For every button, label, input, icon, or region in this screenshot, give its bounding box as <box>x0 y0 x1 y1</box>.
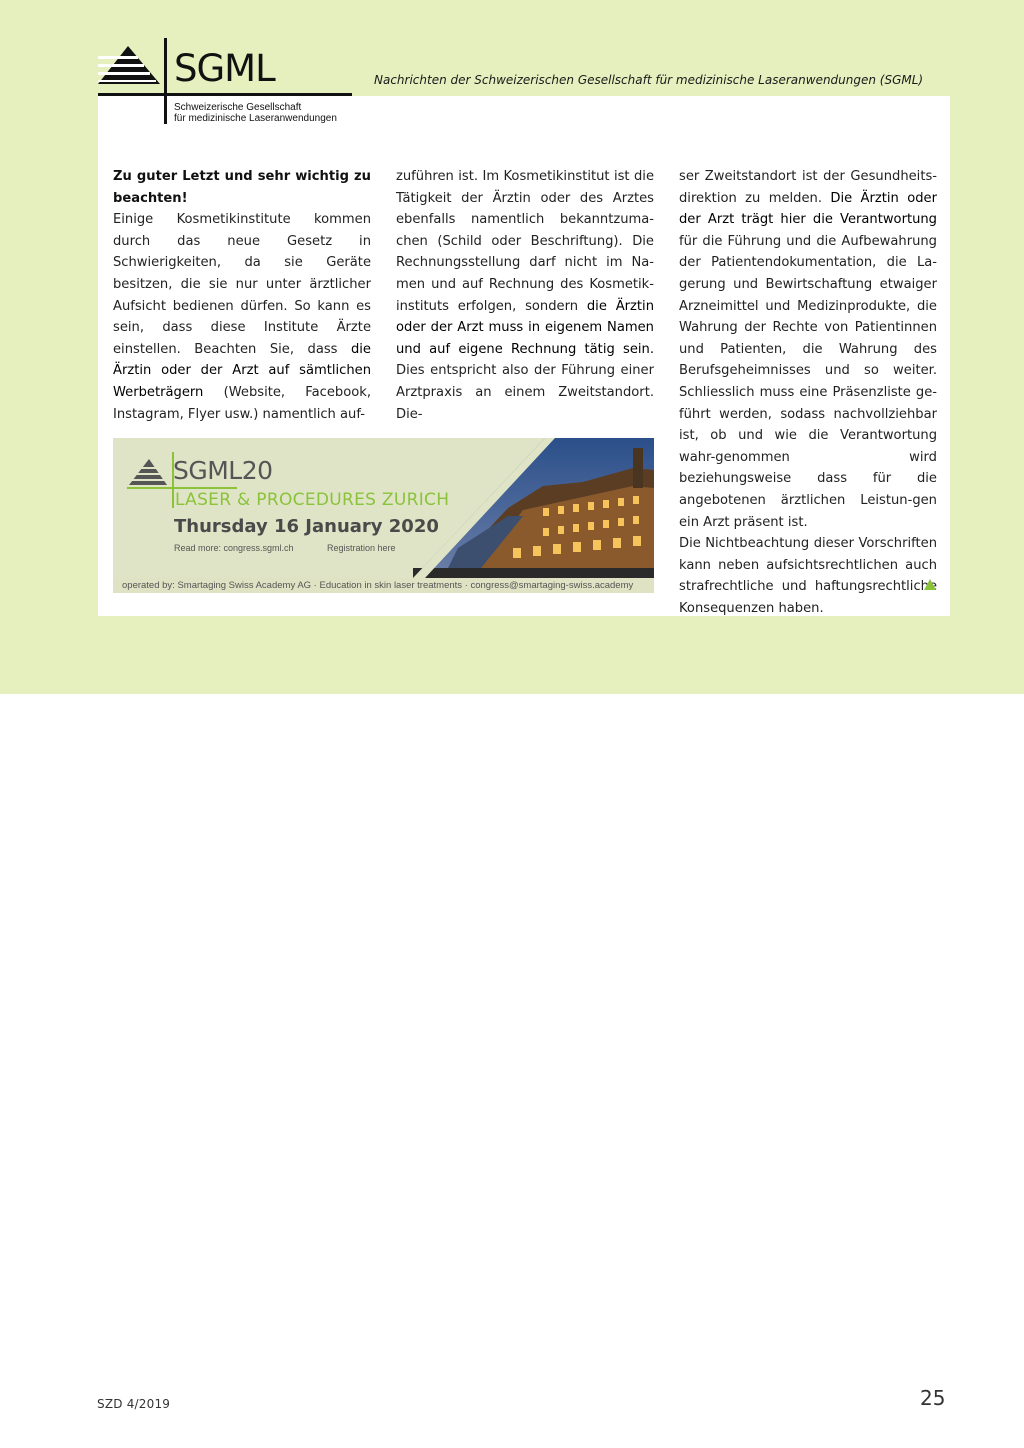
ad-registration-link[interactable]: Registration here <box>327 543 396 553</box>
congress-advert[interactable] <box>113 438 654 593</box>
ad-footer: operated by: Smartaging Swiss Academy AG · Education in skin laser treatments · congress@smartaging-swiss.academy <box>113 578 654 593</box>
column-2-text <box>396 166 654 425</box>
highlight-text: Die Ärztin oder der Arzt trägt hier die Verantwortung <box>679 190 937 228</box>
logo-subtitle-line1: Schweizerische Gesellschaft <box>174 102 302 113</box>
page-number: 25 <box>920 1386 946 1410</box>
text-run: für die Führung und die Aufbewahrung der Patientendokumentation, die La-gerung und Bewirtschaftung etwaiger Arzneimittel und Medizinprodukte, die Wahrung der Rechte von Patientinnen und Patienten, die Wahrung des Berufsgeheimnisses und so weiter. Schliesslich muss eine Präsenzliste ge-führt werden, sodass nachvollziehbar ist, ob und wie die Verantwortung wahr-genommen wird beziehungsweise dass für die angebotenen ärztlichen Leistun-gen ein Arzt präsent ist. <box>679 233 937 530</box>
ad-read-more-link[interactable]: Read more: congress.sgml.ch <box>174 543 294 553</box>
ad-date: Thursday 16 January 2020 <box>174 516 439 537</box>
pyramid-logo-icon <box>127 455 167 495</box>
logo-subtitle-line2: für medizinische Laseranwendungen <box>174 113 337 124</box>
column-3-closing: Die Nichtbeachtung dieser Vorschriften kann neben aufsichtsrechtlichen auch strafrechtliche und haftungsrechtliche Konsequenzen haben. <box>679 536 937 616</box>
text-run: Dies entspricht also der Führung einer Arztpraxis an einem Zweitstandort. Die- <box>396 363 654 422</box>
article-heading: Zu guter Letzt und sehr wichtig zu beachten! <box>113 169 371 206</box>
ad-subtitle: LASER & PROCEDURES ZURICH <box>175 490 450 510</box>
article-column-2 <box>396 166 654 425</box>
end-triangle-icon <box>924 579 936 590</box>
column-3-text <box>679 166 937 533</box>
logo-vertical-rule <box>164 38 167 124</box>
column-1-text <box>113 209 371 425</box>
logo-name: SGML <box>174 47 275 90</box>
highlight-text: die Ärztin oder der Arzt muss in eigenem Namen und auf eigene Rechnung tätig sein. <box>396 298 654 357</box>
article-column-3 <box>679 166 937 619</box>
logo-horizontal-rule <box>98 93 352 96</box>
logo-subtitle <box>174 102 337 124</box>
text-run: Einige Kosmetikinstitute kommen durch das neue Gesetz in Schwierigkeiten, da sie Geräte besitzen, die sie nur unter ärztlicher Aufsicht bedienen dürfen. So kann es sein, dass diese Institute Ärzte einstellen. Beachten Sie, dass <box>113 212 371 357</box>
text-run: ser Zweitstandort ist der Gesundheits-direktion zu melden. <box>679 169 937 206</box>
text-run: (Website, Facebook, Instagram, Flyer usw.) namentlich auf- <box>113 384 371 422</box>
ad-title: SGML20 <box>173 456 273 485</box>
issue-label: SZD 4/2019 <box>97 1397 171 1411</box>
article-column-1 <box>113 166 371 425</box>
ad-horizontal-rule <box>127 487 237 489</box>
pyramid-logo-icon <box>98 44 160 92</box>
text-run: zuführen ist. Im Kosmetikinstitut ist die Tätigkeit der Ärztin oder des Arztes ebenfalls namentlich bekanntzuma-chen (Schild oder Beschriftung). Die Rechnungsstellung darf nicht im Na-men und auf Rechnung des Kosmetik-instituts erfolgen, sondern <box>396 169 654 314</box>
header-tagline: Nachrichten der Schweizerischen Gesellschaft für medizinische Laseranwendungen (SGML) <box>374 73 924 87</box>
highlight-text: die Ärztin oder der Arzt auf sämtlichen Werbeträgern <box>113 341 371 400</box>
sgml-logo <box>98 38 354 128</box>
